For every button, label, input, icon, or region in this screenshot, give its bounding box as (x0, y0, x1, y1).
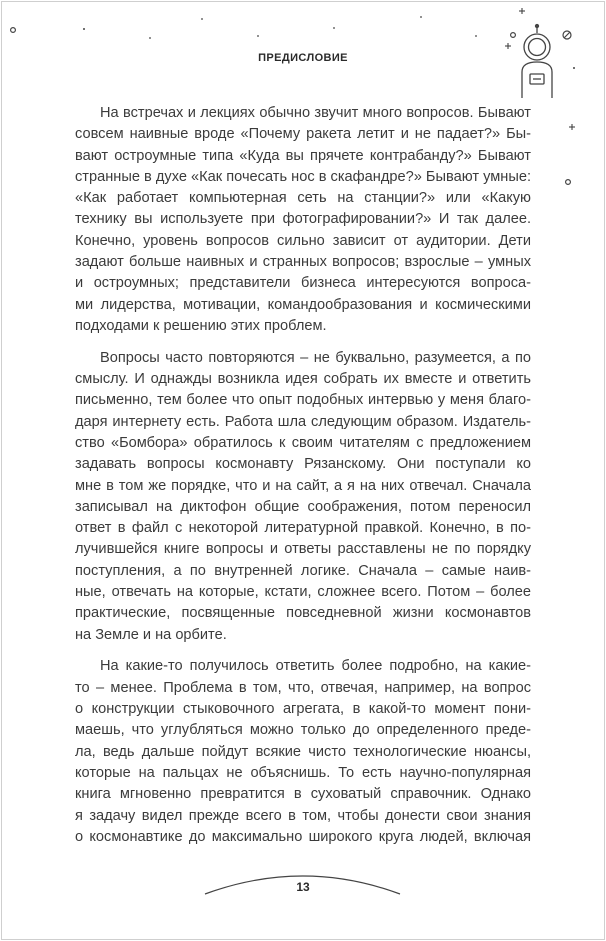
text-line: лучившейся книге вопросы и ответы расставлены не по порядку (75, 541, 531, 558)
text-line: на Земле и на орбите. (75, 626, 227, 643)
text-line: странные в духе «Как почесать нос в скафандре?» Бывают умные: (75, 168, 531, 185)
text-line: ство «Бомбора» обратилось к своим читателям с предложением (75, 434, 531, 451)
text-line: подходами к решению этих проблем. (75, 317, 327, 334)
text-line: ные, отвечать на которые, кстати, сложнее всего. Потом – более (75, 584, 531, 601)
text-line: вают остроумные типа «Куда вы прячете контрабанду?» Бывают (75, 147, 531, 164)
paragraph (75, 103, 531, 337)
page-number: 13 (296, 880, 310, 894)
text-line: практические, посвященные повседневной жизни космонавтов (75, 605, 531, 622)
text-line: На какие-то получилось ответить более подробно, на какие- (100, 658, 531, 675)
text-line: ответ в файл с некоторой литературной правкой. Конечно, в по- (75, 520, 531, 537)
text-line: На встречах и лекциях обычно звучит много вопросов. Бывают (100, 105, 531, 121)
text-line: совсем наивные вроде «Почему ракета летит и не падает?» Бы- (75, 126, 531, 143)
text-line: задают больше наивных и странных вопросов; взрослые – умных (75, 254, 531, 271)
text-line: мне в том же порядке, что и на сайт, а я на них отвечал. Сначала (75, 477, 531, 494)
text-line: даря интернету есть. Работа шла следующим образом. Издатель- (75, 413, 531, 430)
text-line: я задачу видел прежде всего в том, чтобы донести свои знания (75, 807, 531, 824)
text-line: письменно, тем более что опыт подобных интервью у меня благо- (75, 392, 531, 409)
text-line: то – менее. Проблема в том, что, отвечая, например, на вопрос (75, 679, 531, 696)
text-line: Конечно, уровень вопросов сильно зависит от аудитории. Дети (75, 232, 531, 249)
paragraph (75, 656, 531, 848)
text-line: книга мгновенно превратится в суховатый справочник. Однако (75, 786, 531, 803)
text-line: записывал на диктофон общие соображения, потом переносил (75, 498, 531, 515)
text-line: смыслу. И однажды возникла идея собрать их вместе и ответить (75, 371, 531, 388)
page-title: ПРЕДИСЛОВИЕ (258, 52, 348, 64)
text-line: «Как работает компьютерная сеть на станции?» или «Какую (75, 190, 531, 207)
text-line: и остроумных; представители бизнеса интересуются вопроса- (75, 275, 531, 292)
text-line: о космонавтике до максимально широкого круга людей, включая (75, 828, 531, 845)
text-line: Вопросы часто повторяются – не буквально, разумеется, а по (100, 349, 531, 366)
body-text (75, 103, 531, 859)
text-line: маешь, что углубляться можно только до определенного преде- (75, 722, 531, 739)
text-line: ла, ведь дальше пойдут всякие чисто технологические нюансы, (75, 743, 531, 760)
text-line: задавать вопросы космонавту Рязанскому. Они поступали ко (75, 456, 531, 473)
text-line: о конструкции стыковочного агрегата, в какой-то момент пони- (75, 701, 531, 718)
text-line: поступления, а по внутренней логике. Сначала – самые наив- (75, 562, 531, 579)
text-line: ми лидерства, мотивации, командообразования и космическими (75, 296, 531, 313)
paragraph (75, 348, 531, 646)
text-line: технику вы используете при фотографировании?» И так далее. (75, 211, 531, 228)
text-line: которые на пальцах не объяснишь. То есть научно-популярная (75, 764, 531, 781)
